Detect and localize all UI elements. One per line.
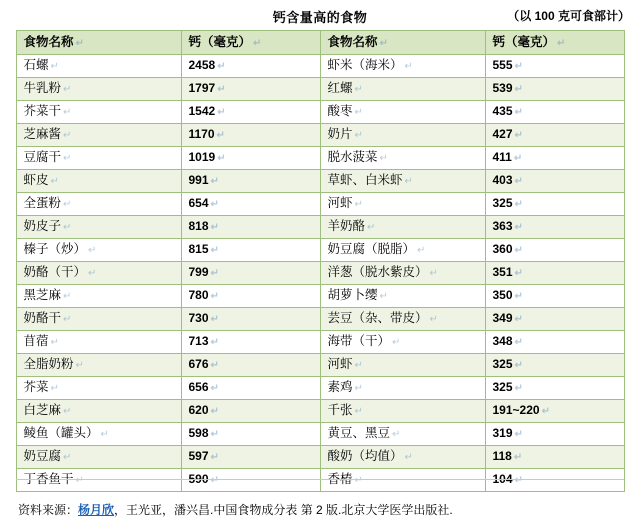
- paragraph-mark-icon: ↵: [514, 222, 523, 233]
- paragraph-mark-icon: ↵: [514, 383, 523, 394]
- table-row: [16, 423, 624, 446]
- table-row: [16, 446, 624, 469]
- source-prefix: 资料来源：: [18, 503, 79, 517]
- paragraph-mark-icon: ↵: [514, 107, 523, 118]
- paragraph-mark-icon: ↵: [50, 383, 59, 394]
- paragraph-mark-icon: ↵: [216, 130, 225, 141]
- measurement-note: （以 100 克可食部计）: [507, 9, 630, 23]
- cell-food-2: 河虾 ↵: [320, 193, 485, 216]
- cell-food-1: 丁香鱼干 ↵: [16, 469, 181, 492]
- paragraph-mark-icon: ↵: [75, 360, 84, 371]
- cell-food-1: 石螺 ↵: [16, 55, 181, 78]
- table-body: [16, 55, 624, 492]
- paragraph-mark-icon: ↵: [217, 107, 226, 118]
- table-header: [16, 31, 624, 55]
- cell-food-1: 牛乳粉 ↵: [16, 78, 181, 101]
- table-row: [16, 262, 624, 285]
- paragraph-mark-icon: ↵: [392, 337, 401, 348]
- table-row: [16, 377, 624, 400]
- cell-food-2: 虾米（海米） ↵: [320, 55, 485, 78]
- paragraph-mark-icon: ↵: [354, 130, 363, 141]
- cell-calcium-2: 118 ↵: [485, 446, 624, 469]
- paragraph-mark-icon: ↵: [217, 61, 226, 72]
- cell-food-2: 香椿 ↵: [320, 469, 485, 492]
- paragraph-mark-icon: ↵: [63, 153, 72, 164]
- cell-calcium-1: 597 ↵: [181, 446, 320, 469]
- paragraph-mark-icon: ↵: [379, 37, 388, 49]
- paragraph-mark-icon: ↵: [63, 199, 72, 210]
- paragraph-mark-icon: ↵: [379, 291, 388, 302]
- cell-food-1: 虾皮 ↵: [16, 170, 181, 193]
- cell-calcium-2: 411 ↵: [485, 147, 624, 170]
- paragraph-mark-icon: ↵: [404, 61, 413, 72]
- cell-calcium-1: 598 ↵: [181, 423, 320, 446]
- paragraph-mark-icon: ↵: [210, 452, 219, 463]
- table-row: [16, 469, 624, 492]
- table-row: [16, 124, 624, 147]
- cell-calcium-1: 590 ↵: [181, 469, 320, 492]
- paragraph-mark-icon: ↵: [63, 222, 72, 233]
- paragraph-mark-icon: ↵: [210, 199, 219, 210]
- paragraph-mark-icon: ↵: [514, 337, 523, 348]
- paragraph-mark-icon: ↵: [514, 268, 523, 279]
- cell-calcium-2: 360 ↵: [485, 239, 624, 262]
- cell-food-2: 红螺 ↵: [320, 78, 485, 101]
- table-row: [16, 354, 624, 377]
- cell-food-2: 黄豆、黑豆 ↵: [320, 423, 485, 446]
- cell-calcium-2: 435 ↵: [485, 101, 624, 124]
- cell-calcium-1: 815 ↵: [181, 239, 320, 262]
- cell-food-1: 全脂奶粉 ↵: [16, 354, 181, 377]
- cell-food-2: 洋葱（脱水紫皮） ↵: [320, 262, 485, 285]
- cell-calcium-1: 799 ↵: [181, 262, 320, 285]
- table-row: [16, 101, 624, 124]
- paragraph-mark-icon: ↵: [210, 429, 219, 440]
- cell-calcium-1: 676 ↵: [181, 354, 320, 377]
- table-row: [16, 400, 624, 423]
- cell-calcium-1: 2458 ↵: [181, 55, 320, 78]
- paragraph-mark-icon: ↵: [354, 475, 363, 486]
- paragraph-mark-icon: ↵: [514, 314, 523, 325]
- paragraph-mark-icon: ↵: [210, 291, 219, 302]
- cell-food-1: 苜蓿 ↵: [16, 331, 181, 354]
- cell-calcium-1: 1170 ↵: [181, 124, 320, 147]
- paragraph-mark-icon: ↵: [63, 406, 72, 417]
- cell-food-1: 奶酪干 ↵: [16, 308, 181, 331]
- cell-food-1: 豆腐干 ↵: [16, 147, 181, 170]
- paragraph-mark-icon: ↵: [557, 37, 566, 49]
- column-header-food-2: 食物名称 ↵: [320, 31, 485, 55]
- paragraph-mark-icon: ↵: [513, 153, 523, 164]
- cell-calcium-2: 427 ↵: [485, 124, 624, 147]
- cell-food-1: 奶酪（干） ↵: [16, 262, 181, 285]
- cell-calcium-2: 348 ↵: [485, 331, 624, 354]
- paragraph-mark-icon: ↵: [354, 406, 363, 417]
- cell-food-2: 奶豆腐（脱脂） ↵: [320, 239, 485, 262]
- cell-calcium-1: 991 ↵: [181, 170, 320, 193]
- table-row: [16, 55, 624, 78]
- paragraph-mark-icon: ↵: [367, 222, 376, 233]
- cell-food-2: 草虾、白米虾 ↵: [320, 170, 485, 193]
- page-title: 钙含量高的食物: [272, 10, 368, 25]
- cell-calcium-2: 349 ↵: [485, 308, 624, 331]
- paragraph-mark-icon: ↵: [210, 383, 219, 394]
- cell-calcium-1: 1542 ↵: [181, 101, 320, 124]
- paragraph-mark-icon: ↵: [63, 314, 72, 325]
- cell-food-2: 海带（干） ↵: [320, 331, 485, 354]
- paragraph-mark-icon: ↵: [514, 176, 523, 187]
- cell-food-1: 芥菜 ↵: [16, 377, 181, 400]
- cell-food-2: 脱水菠菜 ↵: [320, 147, 485, 170]
- cell-calcium-1: 780 ↵: [181, 285, 320, 308]
- paragraph-mark-icon: ↵: [429, 314, 438, 325]
- paragraph-mark-icon: ↵: [217, 84, 226, 95]
- paragraph-mark-icon: ↵: [354, 107, 363, 118]
- paragraph-mark-icon: ↵: [88, 268, 97, 279]
- cell-food-1: 芥菜干 ↵: [16, 101, 181, 124]
- table-row: [16, 216, 624, 239]
- cell-calcium-2: 350 ↵: [485, 285, 624, 308]
- paragraph-mark-icon: ↵: [354, 84, 363, 95]
- paragraph-mark-icon: ↵: [541, 406, 550, 417]
- cell-calcium-2: 351 ↵: [485, 262, 624, 285]
- paragraph-mark-icon: ↵: [210, 360, 219, 371]
- cell-calcium-1: 654 ↵: [181, 193, 320, 216]
- paragraph-mark-icon: ↵: [100, 429, 109, 440]
- source-link[interactable]: 杨月欣: [78, 503, 115, 517]
- cell-food-1: 奶皮子 ↵: [16, 216, 181, 239]
- paragraph-mark-icon: ↵: [514, 360, 523, 371]
- column-header-food-1: 食物名称 ↵: [16, 31, 181, 55]
- paragraph-mark-icon: ↵: [210, 176, 219, 187]
- paragraph-mark-icon: ↵: [379, 153, 388, 164]
- paragraph-mark-icon: ↵: [514, 475, 523, 486]
- paragraph-mark-icon: ↵: [63, 452, 72, 463]
- paragraph-mark-icon: ↵: [354, 383, 363, 394]
- table-row: [16, 78, 624, 101]
- paragraph-mark-icon: ↵: [210, 406, 219, 417]
- table-row: [16, 193, 624, 216]
- cell-calcium-2: 191~220 ↵: [485, 400, 624, 423]
- cell-food-1: 全蛋粉 ↵: [16, 193, 181, 216]
- paragraph-mark-icon: ↵: [210, 475, 219, 486]
- paragraph-mark-icon: ↵: [210, 222, 219, 233]
- column-header-calcium-1: 钙（毫克） ↵: [181, 31, 320, 55]
- cell-calcium-2: 325 ↵: [485, 354, 624, 377]
- cell-calcium-2: 325 ↵: [485, 377, 624, 400]
- cell-food-2: 芸豆（杂、带皮） ↵: [320, 308, 485, 331]
- cell-food-1: 奶豆腐 ↵: [16, 446, 181, 469]
- paragraph-mark-icon: ↵: [63, 130, 72, 141]
- cell-calcium-1: 1019 ↵: [181, 147, 320, 170]
- paragraph-mark-icon: ↵: [210, 245, 219, 256]
- paragraph-mark-icon: ↵: [392, 429, 401, 440]
- source-line: [18, 501, 640, 518]
- paragraph-mark-icon: ↵: [513, 452, 523, 463]
- cell-food-2: 胡萝卜缨 ↵: [320, 285, 485, 308]
- paragraph-mark-icon: ↵: [75, 475, 84, 486]
- table-row: [16, 170, 624, 193]
- cell-calcium-1: 656 ↵: [181, 377, 320, 400]
- paragraph-mark-icon: ↵: [404, 176, 413, 187]
- paragraph-mark-icon: ↵: [514, 429, 523, 440]
- footer-divider: [16, 479, 624, 480]
- paragraph-mark-icon: ↵: [429, 268, 438, 279]
- paragraph-mark-icon: ↵: [50, 176, 59, 187]
- paragraph-mark-icon: ↵: [514, 130, 523, 141]
- paragraph-mark-icon: ↵: [63, 84, 72, 95]
- paragraph-mark-icon: ↵: [50, 61, 59, 72]
- cell-calcium-2: 104 ↵: [485, 469, 624, 492]
- table-row: [16, 285, 624, 308]
- cell-food-2: 千张 ↵: [320, 400, 485, 423]
- paragraph-mark-icon: ↵: [50, 337, 59, 348]
- paragraph-mark-icon: ↵: [217, 153, 226, 164]
- paragraph-mark-icon: ↵: [210, 314, 219, 325]
- cell-food-2: 奶片 ↵: [320, 124, 485, 147]
- paragraph-mark-icon: ↵: [354, 360, 363, 371]
- paragraph-mark-icon: ↵: [88, 245, 97, 256]
- column-header-calcium-2: 钙（毫克） ↵: [485, 31, 624, 55]
- table-row: [16, 147, 624, 170]
- cell-calcium-2: 539 ↵: [485, 78, 624, 101]
- paragraph-mark-icon: ↵: [63, 291, 72, 302]
- paragraph-mark-icon: ↵: [404, 452, 413, 463]
- paragraph-mark-icon: ↵: [354, 199, 363, 210]
- paragraph-mark-icon: ↵: [514, 291, 523, 302]
- paragraph-mark-icon: ↵: [63, 107, 72, 118]
- cell-calcium-1: 818 ↵: [181, 216, 320, 239]
- paragraph-mark-icon: ↵: [514, 61, 523, 72]
- cell-food-1: 芝麻酱 ↵: [16, 124, 181, 147]
- cell-calcium-2: 319 ↵: [485, 423, 624, 446]
- paragraph-mark-icon: ↵: [253, 37, 262, 49]
- paragraph-mark-icon: ↵: [75, 37, 84, 49]
- cell-calcium-1: 713 ↵: [181, 331, 320, 354]
- cell-calcium-2: 363 ↵: [485, 216, 624, 239]
- source-rest: ，王光亚，潘兴昌.中国食物成分表 第 2 版.北京大学医学出版社.: [114, 503, 453, 517]
- cell-calcium-2: 325 ↵: [485, 193, 624, 216]
- calcium-table: [16, 30, 625, 492]
- paragraph-mark-icon: ↵: [210, 337, 219, 348]
- cell-calcium-2: 403 ↵: [485, 170, 624, 193]
- cell-food-2: 素鸡 ↵: [320, 377, 485, 400]
- cell-food-2: 羊奶酪 ↵: [320, 216, 485, 239]
- paragraph-mark-icon: ↵: [514, 84, 523, 95]
- paragraph-mark-icon: ↵: [417, 245, 426, 256]
- cell-food-2: 酸枣 ↵: [320, 101, 485, 124]
- cell-food-2: 河虾 ↵: [320, 354, 485, 377]
- cell-calcium-1: 1797 ↵: [181, 78, 320, 101]
- paragraph-mark-icon: ↵: [514, 199, 523, 210]
- cell-food-1: 榛子（炒） ↵: [16, 239, 181, 262]
- paragraph-mark-icon: ↵: [514, 245, 523, 256]
- table-row: [16, 239, 624, 262]
- document-header: [0, 4, 640, 28]
- table-row: [16, 308, 624, 331]
- cell-food-2: 酸奶（均值） ↵: [320, 446, 485, 469]
- cell-food-1: 黑芝麻 ↵: [16, 285, 181, 308]
- cell-food-1: 鲮鱼（罐头） ↵: [16, 423, 181, 446]
- cell-calcium-1: 730 ↵: [181, 308, 320, 331]
- table-header-row: [16, 31, 624, 55]
- table-row: [16, 331, 624, 354]
- cell-calcium-2: 555 ↵: [485, 55, 624, 78]
- document-page: [0, 4, 640, 517]
- cell-calcium-1: 620 ↵: [181, 400, 320, 423]
- cell-food-1: 白芝麻 ↵: [16, 400, 181, 423]
- paragraph-mark-icon: ↵: [210, 268, 219, 279]
